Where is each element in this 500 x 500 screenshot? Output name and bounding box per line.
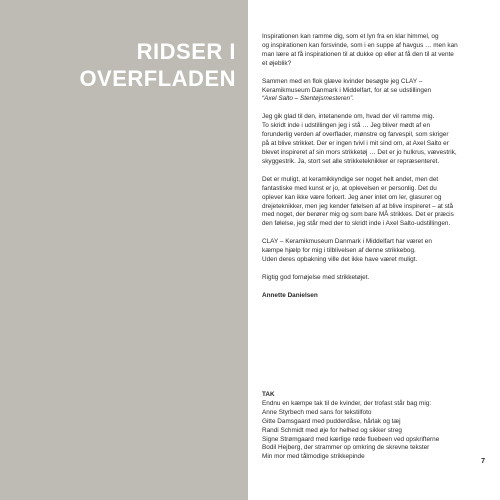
text-line: Keramikmuseum Danmark i Middelfart, for at se udstillingen <box>262 86 432 94</box>
text-line: To skridt inde i udstillingen jeg i stå … Jeg bliver mødt af en <box>262 122 431 130</box>
text-line: man lære at få inspirationen til at dukke op eller at få den til at vente <box>262 50 454 58</box>
exhibition-title: “Axel Salto – Stentøjsmesteren”. <box>262 95 354 103</box>
text-line: og inspirationen kan forsvinde, som i en suppe af havgus … men kan <box>262 41 458 49</box>
text-line: Det er muligt, at keramikkyndige ser noget helt andet, men det <box>262 175 439 183</box>
text-line: Rigtig god fornøjelse med strikketøjet. <box>262 273 370 281</box>
text-line: fantastiske med kunst er jo, at oplevelsen er personlig. Det du <box>262 184 437 192</box>
text-line: Inspirationen kan ramme dig, som et lyn fra en klar himmel, og <box>262 33 439 40</box>
text-line: Sammen med en flok glæve kvinder besøgte jeg CLAY – <box>262 77 423 85</box>
thanks-line: Min mor med tålmodige strikkepinde <box>262 453 365 461</box>
thanks-heading: TAK <box>262 391 275 398</box>
title-line-1: RIDSER I <box>136 39 236 64</box>
paragraph-2 <box>262 78 484 105</box>
paragraph-5 <box>262 238 484 265</box>
author-signature: Annette Danielsen <box>262 291 318 299</box>
text-line: kæmpe hjælp for mig i tilblivelsen af denne strikkebog. <box>262 247 416 255</box>
text-line: med noget, der berører mig og som bare MÅ strikkes. Det er præcis <box>262 211 454 219</box>
thanks-line: Gitte Damsgaard med pudderdåse, hårlak og tæj <box>262 417 401 425</box>
left-color-panel <box>0 0 248 500</box>
page-number: 7 <box>481 458 485 465</box>
thanks-line: Signe Strømgaard med kærlige røde fluebeen ved opskrifterne <box>262 435 440 443</box>
text-line: CLAY – Keramikmuseum Danmark i Middelfart har været en <box>262 238 432 246</box>
text-line: drejeteknikker, men jeg kender følelsen af at blive inspireret – at stå <box>262 202 454 210</box>
text-line: forunderlig verden af overflader, mønstre og farvespil, som skriger <box>262 131 449 139</box>
paragraph-3 <box>262 113 484 166</box>
text-line: skyggestrik. Ja, stort set alle strikketeknikker er repræsenteret. <box>262 157 440 165</box>
thanks-line: Endnu en kæmpe tak til de kvinder, der trofast står bag mig: <box>262 399 432 407</box>
title-line-2: OVERFLADEN <box>79 66 236 91</box>
text-line: Jeg gik glad til den, intetanende om, hvad der vil ramme mig. <box>262 113 435 121</box>
text-line: et øjeblik? <box>262 59 292 67</box>
thanks-section <box>262 391 484 462</box>
thanks-line: Randi Schmidt med øje for helhed og sikker streg <box>262 426 402 434</box>
body-text <box>262 33 484 310</box>
text-line: oplever kan ikke være forkert. Jeg aner intet om ler, glasurer og <box>262 193 442 201</box>
text-line: blevet inspireret af sin mors strikketøj … Det er jo hulkrus, vævestrik, <box>262 148 457 156</box>
thanks-line: Anne Styrbech med sans for tekstilfoto <box>262 408 372 416</box>
paragraph-6 <box>262 274 484 283</box>
text-line: Uden deres opbakning ville det ikke have været muligt. <box>262 256 418 264</box>
page-title <box>79 38 236 92</box>
thanks-line: Bodil Hejberg, der strammer op omkring de skrevne tekster <box>262 444 430 452</box>
paragraph-1 <box>262 33 484 69</box>
text-line: på at blive strikket. Der er ingen tvivl i mit sind om, at Axel Salto er <box>262 140 449 148</box>
paragraph-4 <box>262 176 484 229</box>
text-line: den følelse, jeg står med der to skridt inde i Axel Salto-udstillingen. <box>262 220 451 228</box>
